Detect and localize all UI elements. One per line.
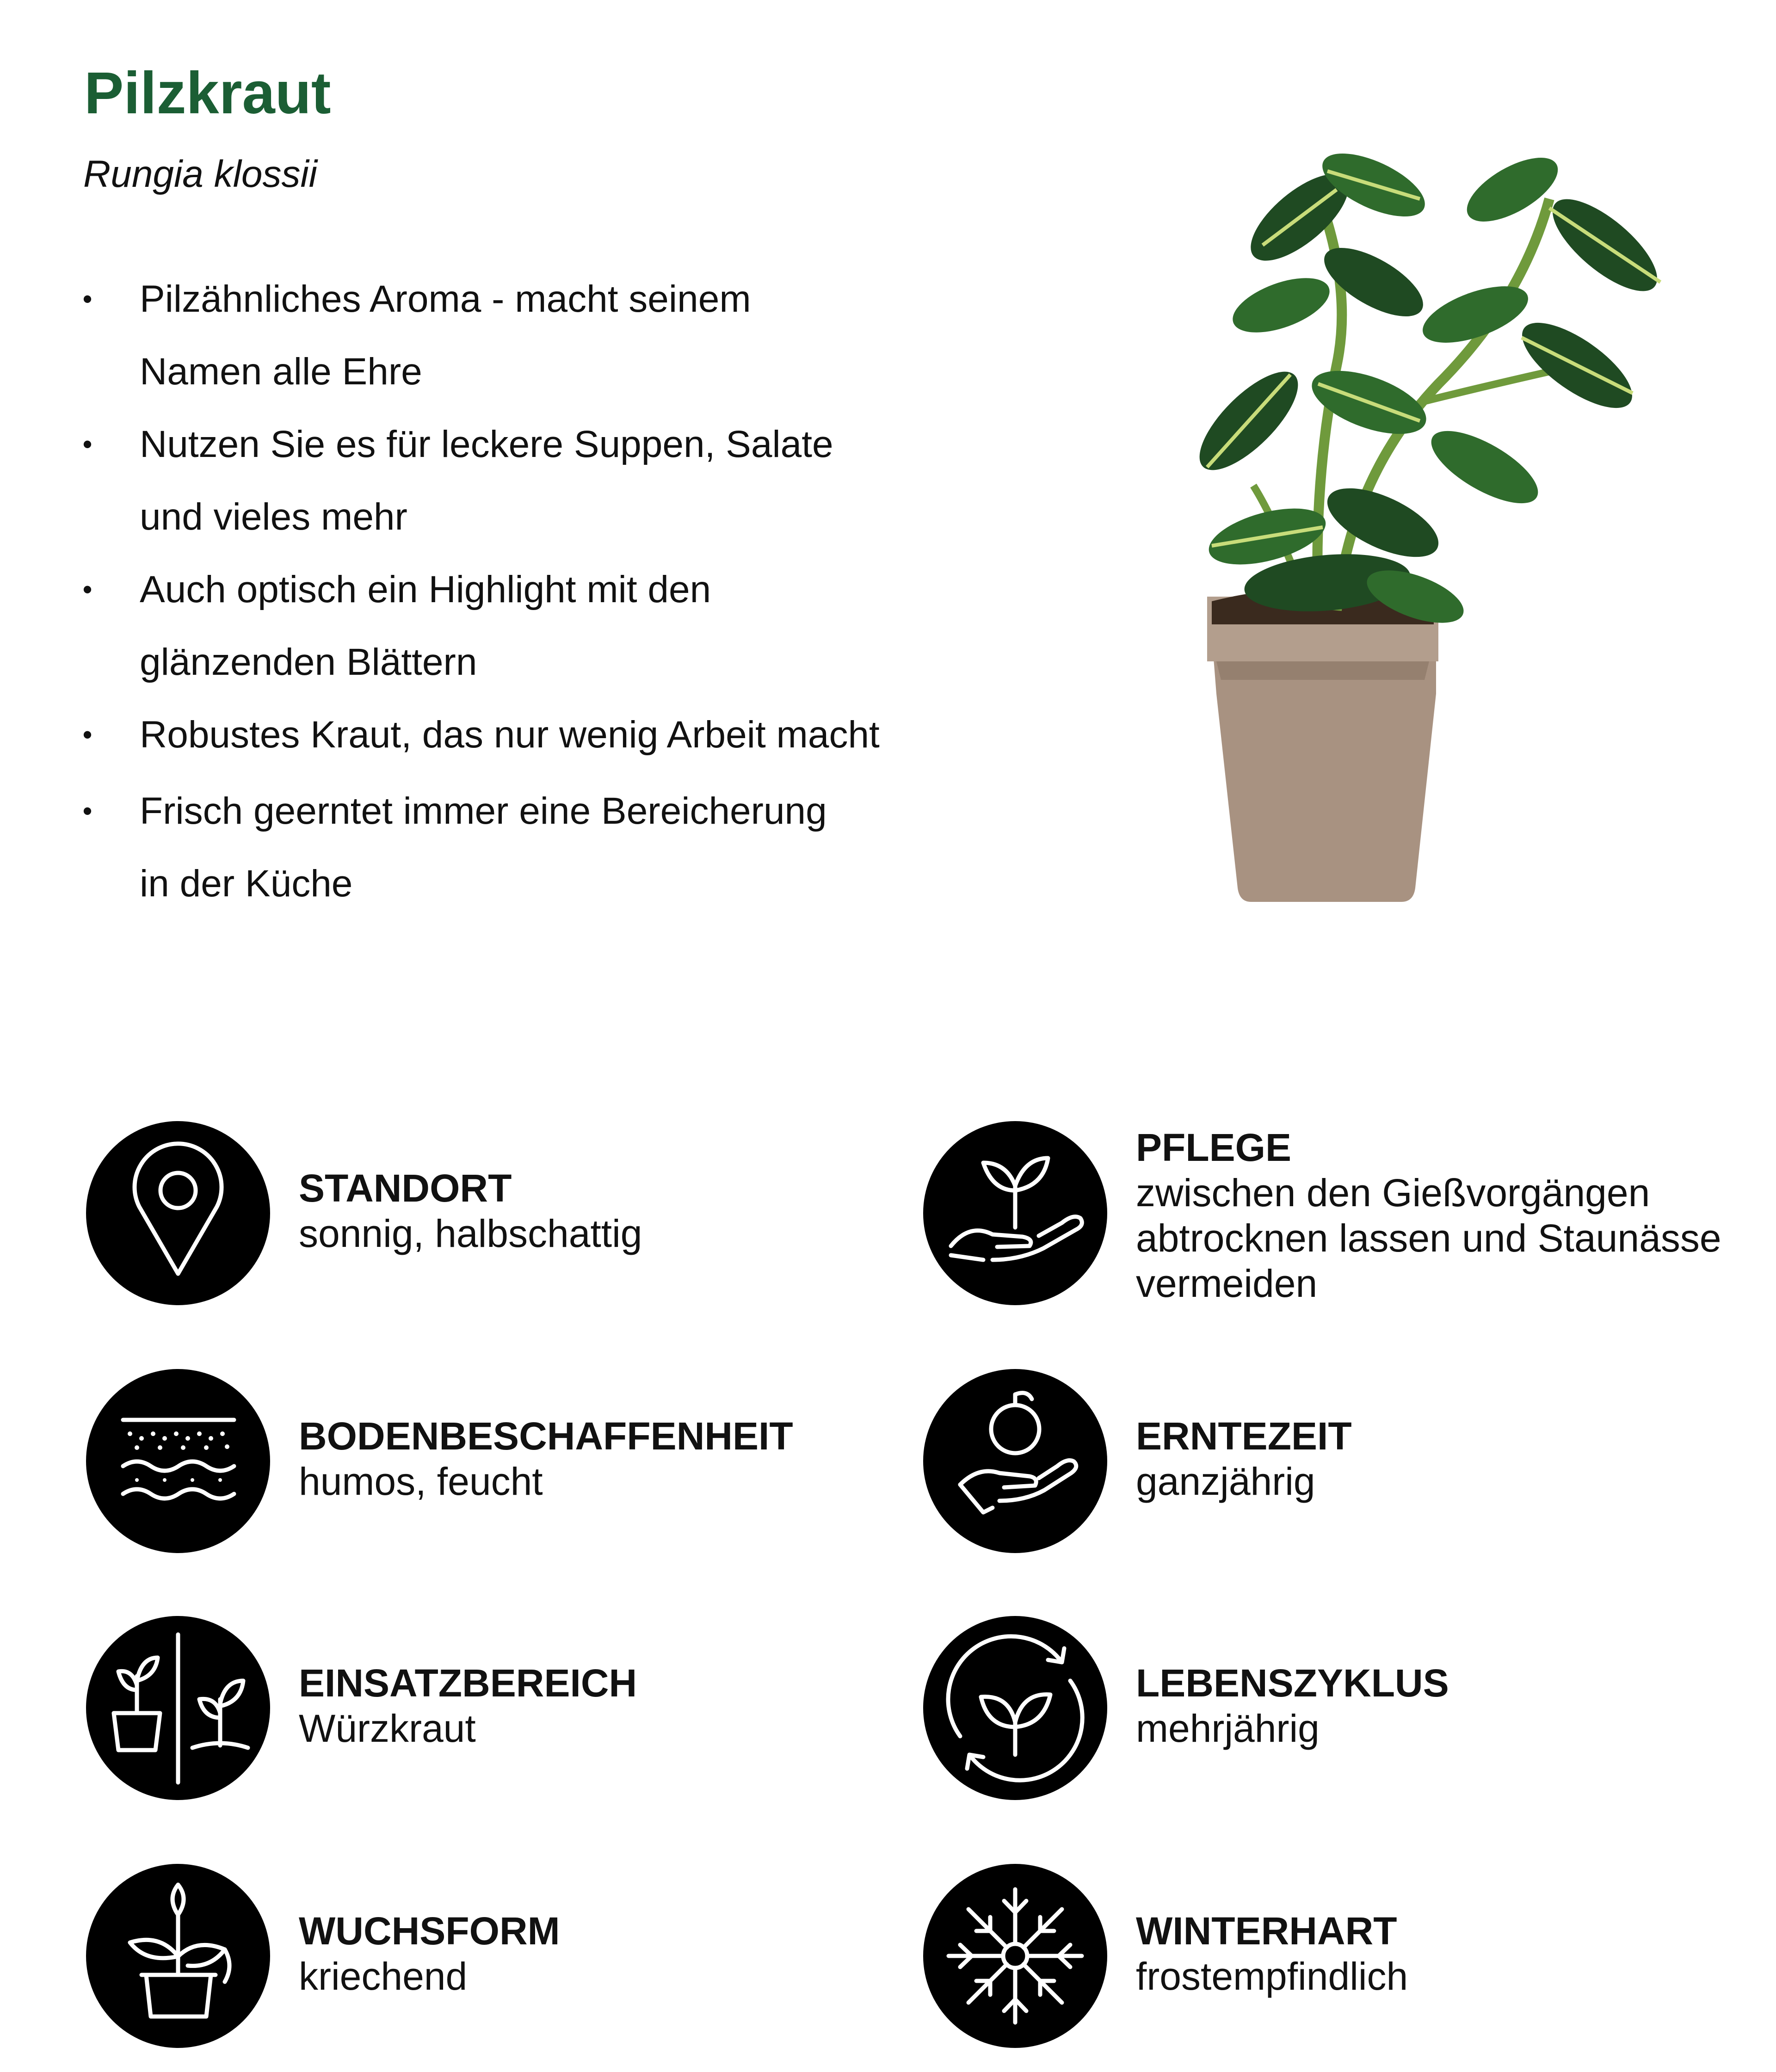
bullet-text-line: glänzenden Blättern — [140, 641, 477, 683]
wuchsform-icon-circle — [86, 1864, 270, 2048]
pflege-icon-circle — [923, 1121, 1107, 1305]
feature-lebenszyklus — [923, 1616, 1756, 1801]
bullet-dot-icon: • — [82, 429, 92, 460]
pot-and-ground-plant-icon — [86, 1616, 270, 1800]
feature-einsatzbereich — [86, 1616, 919, 1801]
feature-label: LEBENSZYKLUS — [1136, 1661, 1449, 1705]
bullet-text-line: in der Küche — [140, 863, 353, 905]
bullet-dot-icon: • — [82, 284, 92, 314]
product-title: Pilzkraut — [84, 60, 331, 126]
feature-label: STANDORT — [299, 1166, 512, 1210]
snowflake-icon — [923, 1864, 1107, 2048]
bullet-dot-icon: • — [82, 796, 92, 826]
feature-label: PFLEGE — [1136, 1126, 1292, 1169]
bullet-item — [80, 263, 959, 408]
bullet-text-line: und vieles mehr — [140, 496, 407, 538]
feature-label: WINTERHART — [1136, 1909, 1397, 1953]
bullet-item — [80, 775, 959, 920]
feature-label: BODENBESCHAFFENHEIT — [299, 1414, 793, 1458]
feature-wuchsform — [86, 1864, 919, 2049]
feature-value: mehrjährig — [1136, 1707, 1320, 1750]
boden-icon-circle — [86, 1369, 270, 1553]
feature-winterhart — [923, 1864, 1756, 2049]
feature-value: abtrocknen lassen und Staunässe — [1136, 1216, 1721, 1260]
bullet-item — [80, 698, 959, 771]
hand-fruit-icon — [923, 1369, 1107, 1553]
bullet-dot-icon: • — [82, 574, 92, 605]
pot-rim-shadow — [1216, 661, 1429, 680]
feature-erntezeit — [923, 1369, 1756, 1554]
feature-value: vermeiden — [1136, 1262, 1318, 1305]
bullet-item — [80, 408, 959, 553]
winterhart-icon-circle — [923, 1864, 1107, 2048]
einsatz-icon-circle — [86, 1616, 270, 1800]
feature-value: humos, feucht — [299, 1460, 543, 1503]
feature-value: zwischen den Gießvorgängen — [1136, 1171, 1650, 1215]
plant-photo — [1198, 106, 1684, 902]
plant-cycle-icon — [923, 1616, 1107, 1800]
bullet-text-line: Robustes Kraut, das nur wenig Arbeit macht — [140, 714, 880, 756]
feature-label: ERNTEZEIT — [1136, 1414, 1352, 1458]
bullet-text-line: Nutzen Sie es für leckere Suppen, Salate — [140, 423, 833, 465]
standort-icon-circle — [86, 1121, 270, 1305]
feature-bodenbeschaffenheit — [86, 1369, 919, 1554]
feature-label: WUCHSFORM — [299, 1909, 560, 1953]
feature-pflege — [923, 1121, 1756, 1306]
feature-label: EINSATZBEREICH — [299, 1661, 637, 1705]
bullet-text-line: Auch optisch ein Highlight mit den — [140, 568, 711, 610]
bullet-text-line: Pilzähnliches Aroma - macht seinem — [140, 278, 751, 320]
bullet-dot-icon: • — [82, 719, 92, 750]
feature-standort — [86, 1121, 919, 1306]
potted-plant-icon — [86, 1864, 270, 2048]
feature-bullet-list — [80, 263, 959, 920]
feature-value: sonnig, halbschattig — [299, 1212, 642, 1255]
feature-value: kriechend — [299, 1955, 468, 1998]
soil-layers-icon — [86, 1369, 270, 1553]
bullet-text-line: Frisch geerntet immer eine Bereicherung — [140, 790, 827, 832]
hand-seedling-icon — [923, 1121, 1107, 1305]
feature-value: ganzjährig — [1136, 1460, 1315, 1503]
bullet-item — [80, 553, 959, 698]
feature-value: Würzkraut — [299, 1707, 476, 1750]
ernte-icon-circle — [923, 1369, 1107, 1553]
lebenszyklus-icon-circle — [923, 1616, 1107, 1800]
botanical-name: Rungia klossii — [83, 153, 317, 195]
bullet-text-line: Namen alle Ehre — [140, 351, 422, 393]
feature-value: frostempfindlich — [1136, 1955, 1408, 1998]
location-pin-icon — [86, 1121, 270, 1305]
